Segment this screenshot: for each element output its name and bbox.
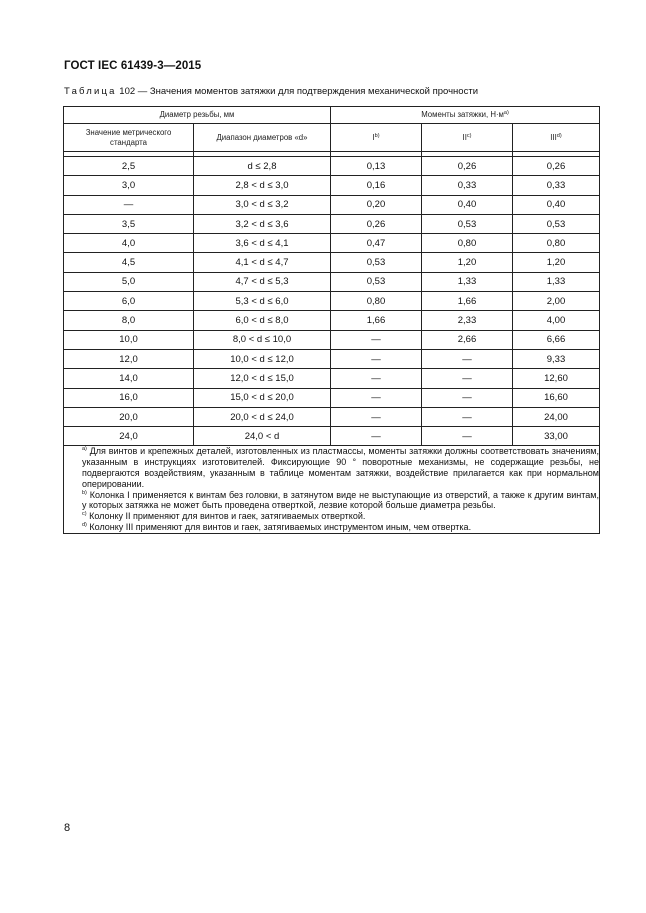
column-header-torque-i — [331, 124, 422, 152]
metric-value-cell: 20,0 — [64, 407, 194, 426]
diameter-range-cell: 8,0 < d ≤ 10,0 — [194, 330, 331, 349]
footnote-ref: d) — [82, 522, 87, 529]
table-caption-label: Таблица — [64, 86, 117, 97]
column-header-label: Значение метрического стандарта — [85, 127, 172, 147]
metric-value-cell: 4,5 — [64, 253, 194, 272]
footnote-ref: c) — [82, 511, 87, 518]
document-code: ГОСТ IEC 61439-3—2015 — [64, 60, 202, 72]
torque-ii-cell: 1,33 — [422, 272, 513, 291]
table-caption-text: — Значения моментов затяжки для подтверждения механической прочности — [135, 86, 478, 97]
metric-value-cell: 14,0 — [64, 369, 194, 388]
column-footnote-ref: d) — [556, 132, 562, 139]
footnote-text: Колонку III применяют для винтов и гаек, затягиваемых инструментом иным, чем отвертка. — [86, 522, 472, 533]
metric-value-cell: 6,0 — [64, 292, 194, 311]
column-header-metric-value — [64, 124, 194, 152]
table-caption — [64, 86, 478, 97]
footnote-text: Для винтов и крепежных деталей, изготовленных из пластмассы, моменты затяжки должны соответствовать значениям, указанным в инструкциях изготовителей. Фиксирующие 90 ° поворотные механизмы, не содержащие резьбы, не подвергаются воздействиям, указанным в таблице моментам затяжки, воздействие прилагается как при нормальном оперировании. — [82, 446, 599, 489]
footnote-text: Колонка I применяется к винтам без головки, в затянутом виде не выступающие из отверстий, а также к другим винтам, у которых затяжка не может быть проведена отверткой, лезвие которой больше диаметра резьбы. — [82, 489, 599, 511]
diameter-range-cell: 3,2 < d ≤ 3,6 — [194, 214, 331, 233]
footnotes-row — [64, 446, 600, 533]
table-body — [64, 152, 600, 446]
metric-value-cell: 16,0 — [64, 388, 194, 407]
diameter-range-cell: 3,0 < d ≤ 3,2 — [194, 195, 331, 214]
torque-ii-cell: 2,66 — [422, 330, 513, 349]
torque-iii-cell: 12,60 — [513, 369, 600, 388]
torque-i-cell: — — [331, 388, 422, 407]
torque-iii-cell: 1,33 — [513, 272, 600, 291]
column-header-diameter-range — [194, 124, 331, 152]
torque-ii-cell: — — [422, 407, 513, 426]
diameter-range-cell: 15,0 < d ≤ 20,0 — [194, 388, 331, 407]
table-caption-number: 102 — [119, 86, 136, 97]
column-header-label: III — [550, 132, 557, 142]
column-footnote-ref: c) — [466, 132, 472, 139]
diameter-range-cell: d ≤ 2,8 — [194, 157, 331, 176]
torque-i-cell: — — [331, 349, 422, 368]
torque-i-cell: — — [331, 369, 422, 388]
torque-i-cell: 0,53 — [331, 272, 422, 291]
column-footnote-ref: b) — [374, 132, 380, 139]
metric-value-cell: 4,0 — [64, 234, 194, 253]
torque-i-cell: 1,66 — [331, 311, 422, 330]
torque-iii-cell: 6,66 — [513, 330, 600, 349]
torque-i-cell: 0,47 — [331, 234, 422, 253]
torque-i-cell: — — [331, 407, 422, 426]
diameter-range-cell: 20,0 < d ≤ 24,0 — [194, 407, 331, 426]
footnote-c — [64, 511, 599, 522]
metric-value-cell: 24,0 — [64, 427, 194, 446]
torque-ii-cell: 0,33 — [422, 176, 513, 195]
torque-i-cell: — — [331, 330, 422, 349]
torque-iii-cell: 24,00 — [513, 407, 600, 426]
metric-value-cell: 10,0 — [64, 330, 194, 349]
table-row — [64, 157, 600, 176]
torque-iii-cell: 9,33 — [513, 349, 600, 368]
footnote-b — [64, 490, 599, 512]
torque-i-cell: 0,20 — [331, 195, 422, 214]
torque-ii-cell: 0,26 — [422, 157, 513, 176]
table-row — [64, 292, 600, 311]
torque-ii-cell: — — [422, 349, 513, 368]
metric-value-cell: 3,0 — [64, 176, 194, 195]
diameter-range-cell: 24,0 < d — [194, 427, 331, 446]
torque-i-cell: 0,26 — [331, 214, 422, 233]
metric-value-cell: 5,0 — [64, 272, 194, 291]
diameter-range-cell: 4,1 < d ≤ 4,7 — [194, 253, 331, 272]
page-number: 8 — [64, 822, 71, 834]
torque-iii-cell: 0,40 — [513, 195, 600, 214]
table-row — [64, 388, 600, 407]
table-row — [64, 311, 600, 330]
footnote-ref: b) — [82, 489, 87, 496]
table-row — [64, 369, 600, 388]
metric-value-cell: — — [64, 195, 194, 214]
torque-iii-cell: 4,00 — [513, 311, 600, 330]
column-header-torque-iii — [513, 124, 600, 152]
column-header-label: Диапазон диаметров «d» — [216, 132, 308, 142]
table-row — [64, 272, 600, 291]
footnote-d — [64, 522, 599, 533]
torque-iii-cell: 0,53 — [513, 214, 600, 233]
torque-i-cell: 0,16 — [331, 176, 422, 195]
table-group-header-row — [64, 107, 600, 124]
torque-iii-cell: 16,60 — [513, 388, 600, 407]
torque-ii-cell: 0,53 — [422, 214, 513, 233]
column-header-label: I — [372, 132, 375, 142]
diameter-group-header: Диаметр резьбы, мм — [64, 107, 331, 124]
diameter-range-cell: 3,6 < d ≤ 4,1 — [194, 234, 331, 253]
torque-i-cell: 0,13 — [331, 157, 422, 176]
table-row — [64, 234, 600, 253]
torque-ii-cell: — — [422, 369, 513, 388]
diameter-range-cell: 2,8 < d ≤ 3,0 — [194, 176, 331, 195]
torque-group-header-label: Моменты затяжки, Н·м — [421, 110, 504, 119]
footnote-ref: a) — [82, 446, 87, 453]
torque-i-cell: 0,53 — [331, 253, 422, 272]
table-row — [64, 330, 600, 349]
column-header-torque-ii — [422, 124, 513, 152]
footnote-text: Колонку II применяют для винтов и гаек, затягиваемых отверткой. — [86, 511, 366, 522]
table-row — [64, 427, 600, 446]
torque-iii-cell: 2,00 — [513, 292, 600, 311]
torque-ii-cell: — — [422, 427, 513, 446]
torque-iii-cell: 0,26 — [513, 157, 600, 176]
diameter-range-cell: 10,0 < d ≤ 12,0 — [194, 349, 331, 368]
metric-value-cell: 3,5 — [64, 214, 194, 233]
torque-ii-cell: 2,33 — [422, 311, 513, 330]
table-row — [64, 253, 600, 272]
torque-table — [63, 106, 600, 534]
diameter-range-cell: 6,0 < d ≤ 8,0 — [194, 311, 331, 330]
table-column-header-row — [64, 124, 600, 152]
torque-iii-cell: 1,20 — [513, 253, 600, 272]
metric-value-cell: 8,0 — [64, 311, 194, 330]
torque-ii-cell: — — [422, 388, 513, 407]
footnote-a — [64, 446, 599, 489]
diameter-range-cell: 4,7 < d ≤ 5,3 — [194, 272, 331, 291]
torque-ii-cell: 1,20 — [422, 253, 513, 272]
metric-value-cell: 2,5 — [64, 157, 194, 176]
table-row — [64, 349, 600, 368]
metric-value-cell: 12,0 — [64, 349, 194, 368]
table-row — [64, 176, 600, 195]
table-row — [64, 214, 600, 233]
diameter-range-cell: 12,0 < d ≤ 15,0 — [194, 369, 331, 388]
footnotes-cell — [64, 446, 600, 533]
torque-group-header — [331, 107, 600, 124]
torque-i-cell: 0,80 — [331, 292, 422, 311]
torque-footnote-ref: a) — [503, 110, 509, 116]
table-row — [64, 407, 600, 426]
diameter-range-cell: 5,3 < d ≤ 6,0 — [194, 292, 331, 311]
torque-iii-cell: 0,80 — [513, 234, 600, 253]
torque-ii-cell: 0,40 — [422, 195, 513, 214]
torque-iii-cell: 0,33 — [513, 176, 600, 195]
torque-ii-cell: 1,66 — [422, 292, 513, 311]
table-row — [64, 195, 600, 214]
column-header-label: II — [462, 132, 467, 142]
torque-i-cell: — — [331, 427, 422, 446]
torque-ii-cell: 0,80 — [422, 234, 513, 253]
torque-iii-cell: 33,00 — [513, 427, 600, 446]
